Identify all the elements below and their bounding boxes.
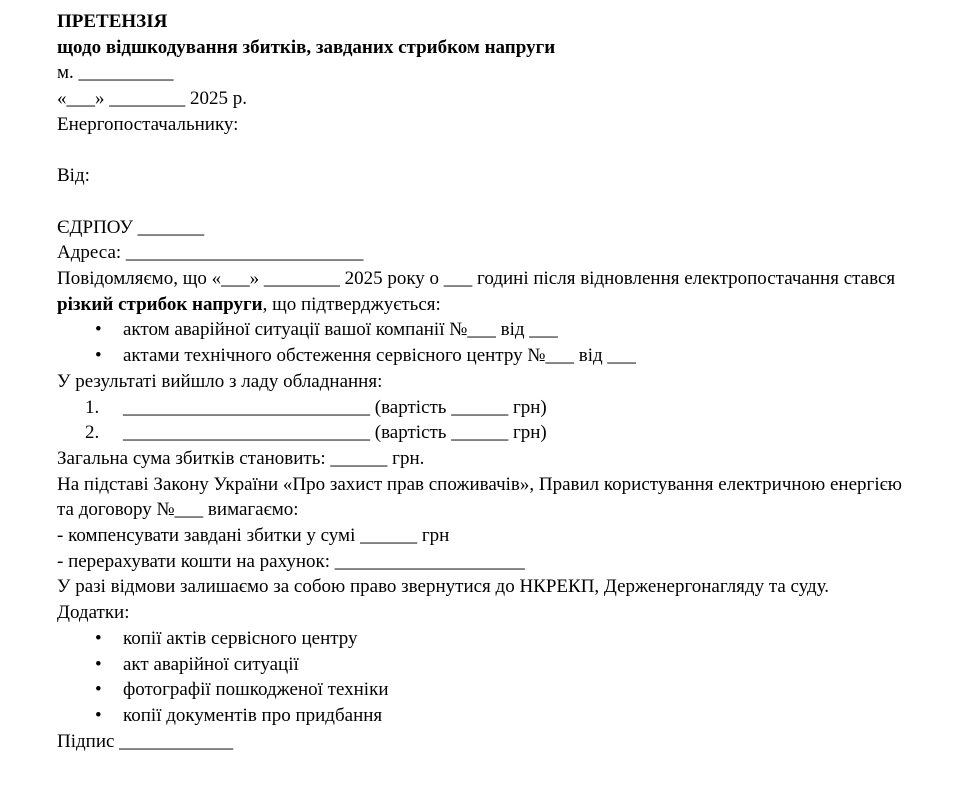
evidence-item-text: актом аварійної ситуації вашої компанії №___ від ___ [123, 319, 558, 341]
attachment-item-text: акт аварійної ситуації [123, 653, 299, 675]
evidence-item [57, 343, 917, 369]
address-line: Адреса: _________________________ [57, 242, 364, 264]
demand-line: - перерахувати кошти на рахунок: ____________________ [57, 550, 525, 572]
legal-paragraph: На підставі Закону України «Про захист прав споживачів», Правил користування електричною енергією та договору №___ вимагаємо: [57, 473, 907, 521]
bullet-icon: • [95, 319, 102, 341]
bullet-icon: • [95, 679, 102, 701]
notice-text-after: , що підтверджується: [262, 293, 441, 315]
city-line: м. __________ [57, 62, 174, 84]
demand-line: - компенсувати завдані збитки у сумі ______ грн [57, 525, 450, 547]
equipment-heading: У результаті вийшло з ладу обладнання: [57, 370, 383, 392]
document-title: ПРЕТЕНЗІЯ [57, 11, 168, 32]
notice-text-bold: різкий стрибок напруги [57, 293, 263, 315]
evidence-item [57, 317, 917, 343]
attachment-item [57, 652, 917, 678]
attachment-item [57, 677, 917, 703]
attachment-item-text: копії актів сервісного центру [123, 627, 358, 649]
total-line: Загальна сума збитків становить: ______ грн. [57, 447, 425, 469]
attachment-item-text: копії документів про придбання [123, 704, 383, 726]
list-number: 2. [85, 422, 100, 444]
bullet-icon: • [95, 704, 102, 726]
attachment-item [57, 626, 917, 652]
equipment-item [57, 420, 917, 446]
blank-line [57, 189, 917, 215]
warning-paragraph: У разі відмови залишаємо за собою право звернутися до НКРЕКП, Держенергонагляду та суду. [57, 576, 830, 598]
equipment-item-text: __________________________ (вартість ______ грн) [123, 396, 547, 418]
document-subtitle: щодо відшкодування збитків, завданих стрибком напруги [57, 36, 556, 58]
recipient-line: Енергопостачальнику: [57, 113, 239, 135]
attachment-item [57, 703, 917, 729]
bullet-icon: • [95, 653, 102, 675]
equipment-item-text: __________________________ (вартість ______ грн) [123, 422, 547, 444]
signature-line: Підпис ____________ [57, 730, 234, 752]
bullet-icon: • [95, 345, 102, 367]
bullet-icon: • [95, 627, 102, 649]
blank-line [57, 138, 917, 164]
attachment-item-text: фотографії пошкодженої техніки [123, 679, 389, 701]
list-number: 1. [85, 396, 100, 418]
notice-text-before: Повідомляємо, що «___» ________ 2025 року о ___ годині після відновлення електропостачання стався [57, 268, 900, 289]
notice-paragraph [57, 266, 917, 317]
date-line: «___» ________ 2025 р. [57, 88, 247, 110]
evidence-item-text: актами технічного обстеження сервісного центру №___ від ___ [123, 345, 636, 367]
equipment-item [57, 395, 917, 421]
sender-line: Від: [57, 165, 90, 187]
attachments-heading: Додатки: [57, 602, 130, 624]
edrpou-line: ЄДРПОУ _______ [57, 216, 205, 238]
